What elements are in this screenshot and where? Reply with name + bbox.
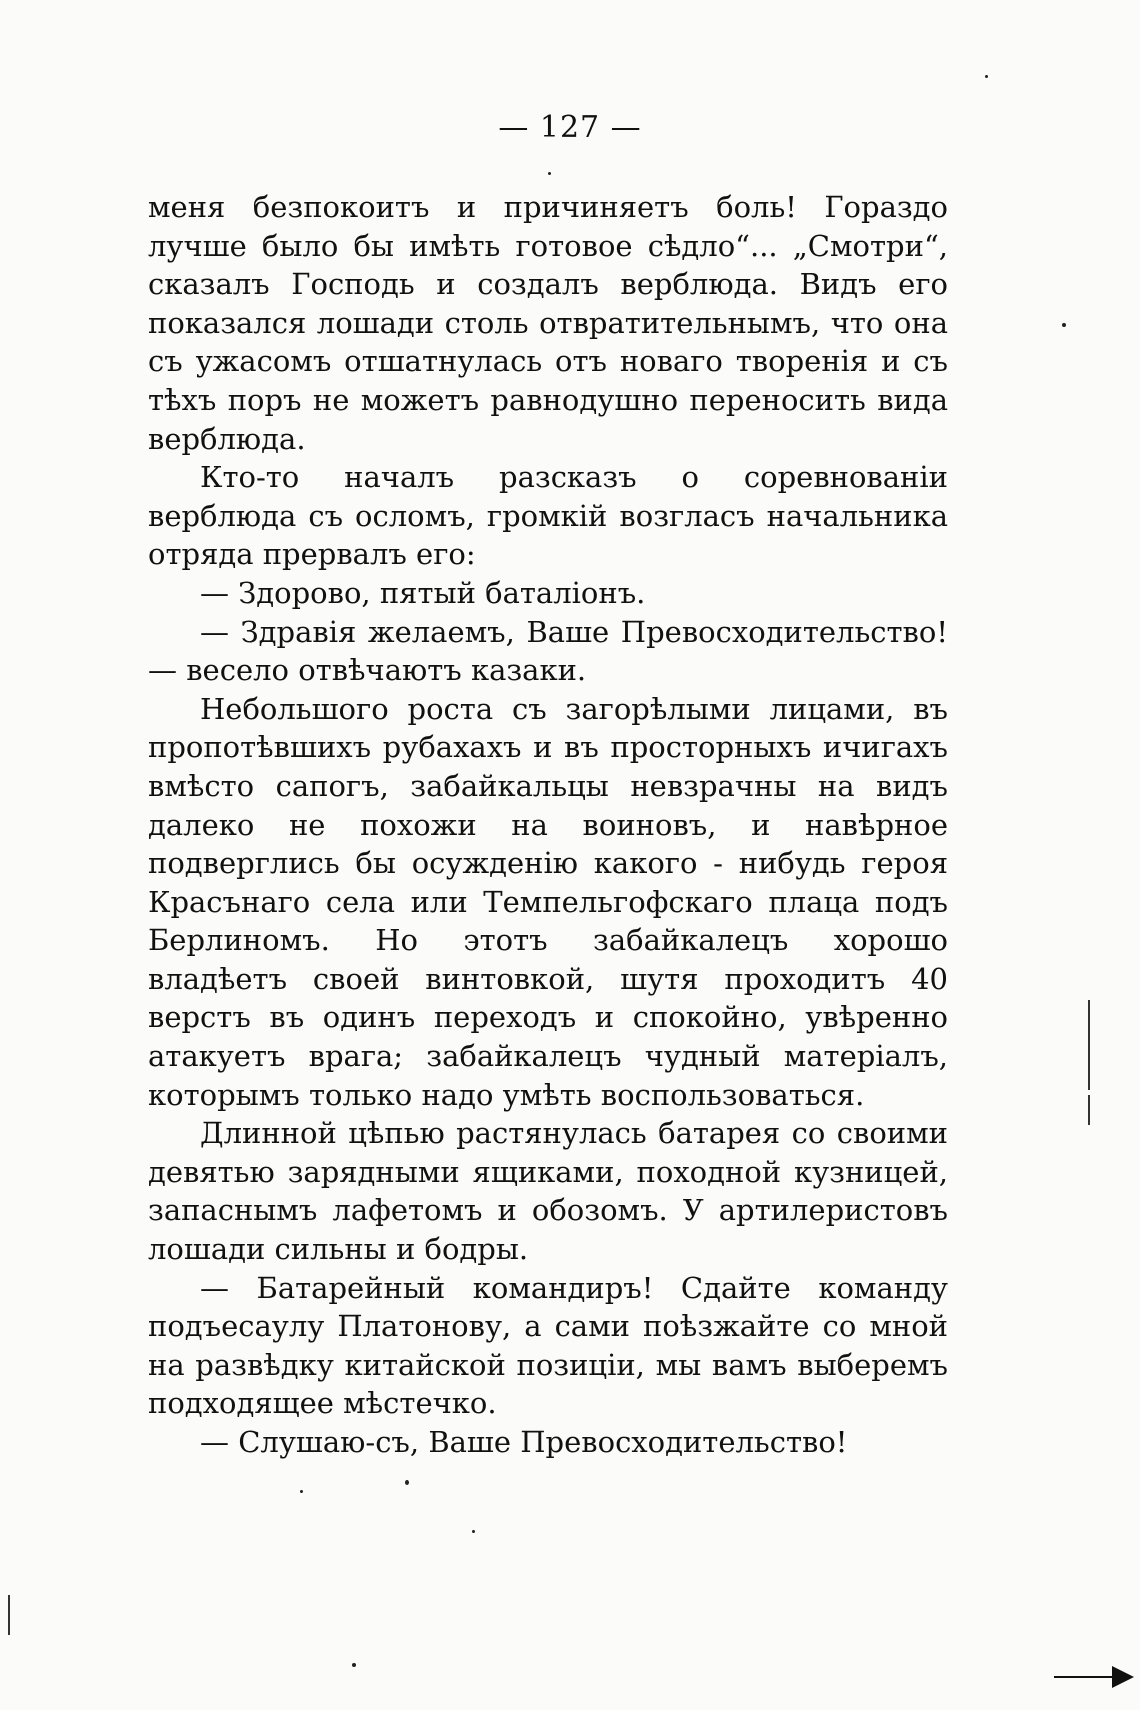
body-text [148, 188, 948, 1462]
paragraph-4: — Здравія желаемъ, Ваше Превосходительство!— весело отвѣчаютъ казаки. [148, 614, 948, 688]
scan-edge-rule [1054, 1676, 1114, 1678]
scan-margin-line [8, 1595, 10, 1635]
scan-speck [1062, 323, 1066, 327]
arrow-icon [1112, 1666, 1134, 1688]
page-number: — 127 — [498, 110, 642, 145]
paragraph-1: меня безпокоитъ и причиняетъ боль! Гораздо лучше было бы имѣть готовое сѣдло“... „Смотри“, сказалъ Господь и создалъ верблюда. Видъ его показался лошади столь отвратительнымъ, что она съ ужасомъ отшатнулась отъ новаго творенія и съ тѣхъ поръ не можетъ равнодушно переносить вида верблюда. [148, 190, 948, 456]
scan-speck [300, 1490, 303, 1493]
paragraph-6: Длинной цѣпью растянулась батарея со своими девятью зарядными ящиками, походной кузницей, запаснымъ лафетомъ и обозомъ. У артилеристовъ лошади сильны и бодры. [148, 1116, 948, 1267]
paragraph-3: — Здорово, пятый баталіонъ. [200, 575, 646, 610]
paragraph-8: — Слушаю-съ, Ваше Превосходительство! [200, 1425, 848, 1459]
scan-speck [352, 1663, 356, 1667]
scan-speck [405, 1480, 409, 1485]
scan-margin-line [1088, 1095, 1090, 1125]
scan-speck [985, 75, 988, 78]
scan-speck [472, 1530, 475, 1533]
scan-margin-line [1088, 1000, 1090, 1090]
paragraph-7: — Батарейный командиръ! Сдайте команду подъесаулу Платонову, а сами поѣзжайте со мной на развѣдку китайской позиціи, мы вамъ выберемъ подходящее мѣстечко. [148, 1270, 948, 1421]
paragraph-2: Кто-то началъ разсказъ о соревнованіи верблюда съ осломъ, громкій возгласъ начальника отряда прервалъ его: [148, 460, 948, 572]
paragraph-5: Небольшого роста съ загорѣлыми лицами, въ пропотѣвшихъ рубахахъ и въ просторныхъ ичигахъ вмѣсто сапогъ, забайкальцы невзрачны на видъ далеко не похожи на воиновъ, и навѣрное подверглись бы осужденію какого - нибудь героя Красънаго села или Темпельгофскаго плаца подъ Берлиномъ. Но этотъ забайкалецъ хорошо владѣетъ своей винтовкой, шутя проходитъ 40 верстъ въ одинъ переходъ и спокойно, увѣренно атакуетъ врага; забайкалецъ чудный матеріалъ, которымъ только надо умѣть воспользоваться. [148, 691, 948, 1112]
scan-speck [548, 172, 551, 175]
